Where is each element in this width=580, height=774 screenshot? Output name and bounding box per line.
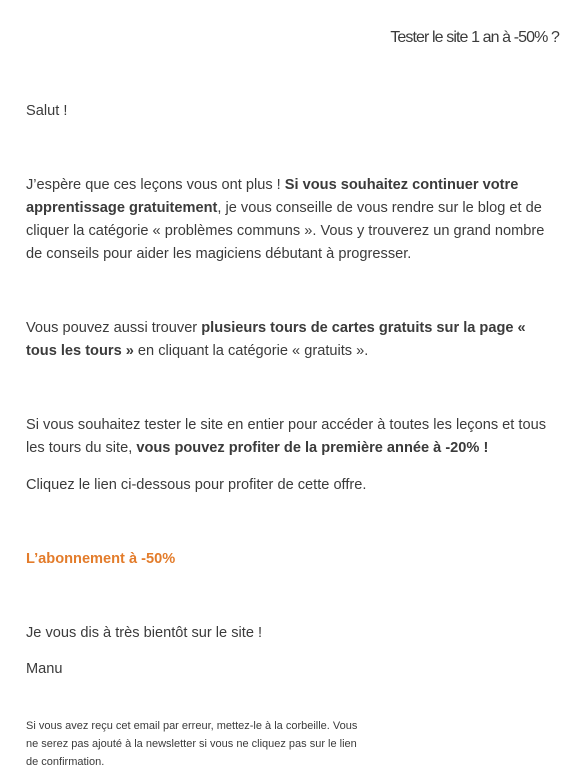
paragraph-highlight-text: Si vous souhaitez continuer votre apprentissage gratuitement bbox=[26, 177, 519, 216]
paragraph-rest-text: , je vous conseille de vous rendre sur le blog et de cliquer la catégorie « problèmes communs ». Vous y trouverez un grand nombre de conseils pour aider les magiciens débutant à progresser. bbox=[26, 200, 545, 262]
paragraph-click-link: Cliquez le lien ci-dessous pour profiter de cette offre. bbox=[26, 477, 367, 493]
paragraph-highlight-text: vous pouvez profiter de la première année à -20% ! bbox=[136, 440, 489, 456]
greeting-text: Salut ! bbox=[26, 103, 68, 119]
paragraph-highlight-text: plusieurs tours de cartes gratuits sur la page « tous les tours » bbox=[26, 320, 526, 359]
paragraph-intro-text: Vous pouvez aussi trouver bbox=[26, 320, 202, 336]
email-subject-title: Tester le site 1 an à -50% ? bbox=[390, 29, 559, 46]
paragraph-rest-text: en cliquant la catégorie « gratuits ». bbox=[133, 343, 369, 359]
subscription-offer-link[interactable]: L’abonnement à -50% bbox=[26, 551, 176, 567]
signature-name: Manu bbox=[26, 661, 63, 677]
paragraph-intro-text: Si vous souhaitez tester le site en entier pour accéder à toutes les leçons et tous les tours du site, bbox=[26, 417, 546, 456]
closing-text: Je vous dis à très bientôt sur le site ! bbox=[26, 625, 263, 641]
paragraph-free-tricks bbox=[26, 317, 556, 363]
paragraph-free-learning bbox=[26, 174, 556, 266]
paragraph-intro-text: J’espère que ces leçons vous ont plus ! bbox=[26, 177, 285, 193]
footer-disclaimer: Si vous avez reçu cet email par erreur, mettez-le à la corbeille. Vous ne serez pas ajouté à la newsletter si vous ne cliquez pas sur le lien de confirmation. bbox=[26, 720, 358, 768]
paragraph-offer bbox=[26, 414, 556, 460]
